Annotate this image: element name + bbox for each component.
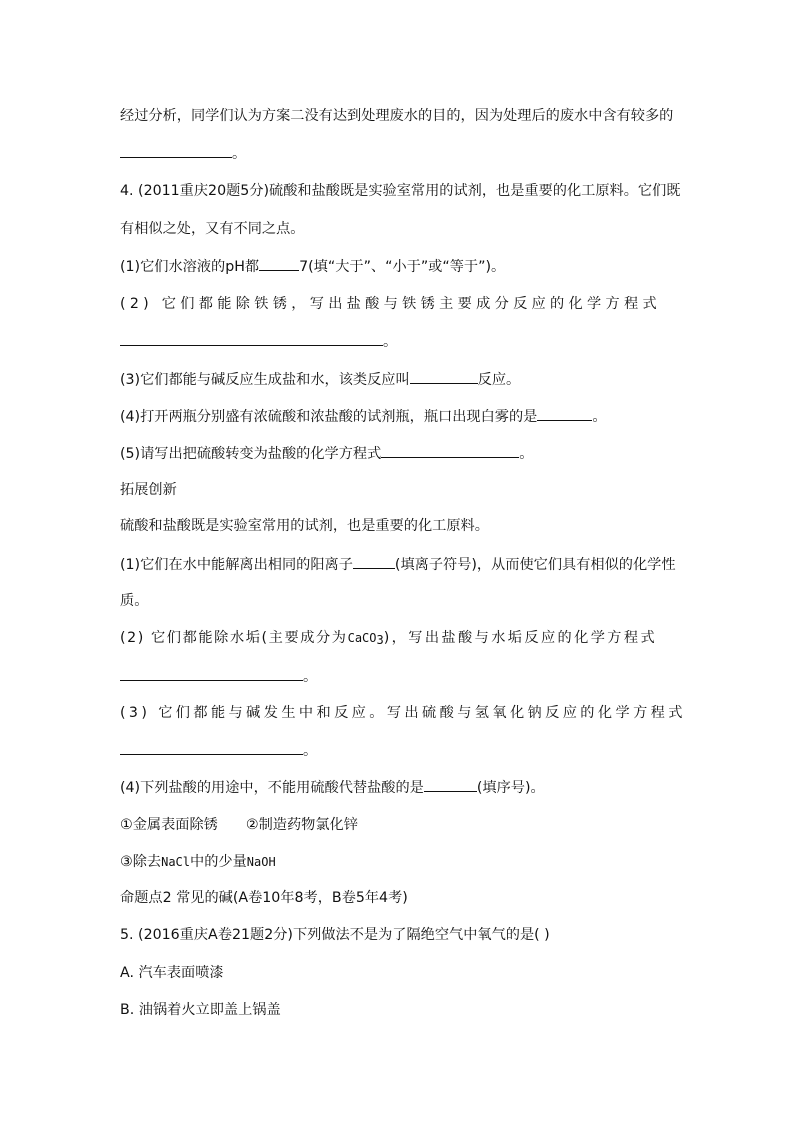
option-3: ③除去NaCl中的少量NaOH [120,854,276,870]
answer-blank[interactable] [120,331,383,346]
ext-options-row2 [120,852,674,872]
answer-blank[interactable] [353,554,395,569]
answer-blank[interactable] [120,143,232,158]
ext-sub1-cont: 质。 [120,593,149,609]
analysis-text: 经过分析，同学们认为方案二没有达到处理废水的目的，因为处理后的废水中含有较多的 [120,108,674,124]
q4-stem-line1: 4. (2011重庆20题5分)硫酸和盐酸既是实验室常用的试剂，也是重要的化工原料。它们既 [120,183,681,199]
ext-options-row1 [120,815,674,835]
analysis-answer-line: 。 [120,143,674,164]
answer-blank[interactable] [537,406,592,421]
q5-option-a: A. 汽车表面喷漆 [120,965,224,981]
ext-sub3-answer: 。 [120,740,674,761]
option-1: ①金属表面除锈 [120,817,218,833]
ext-sub3: (3) 它们都能与碱发生中和反应。写出硫酸与氢氧化钠反应的化学方程式 [120,705,686,721]
q4-stem-line2: 有相似之处，又有不同之点。 [120,221,305,237]
answer-blank[interactable] [259,256,299,271]
q4-sub1: (1)它们水溶液的pH都 7(填“大于”、“小于”或“等于”)。 [120,256,674,277]
ext-sub2-answer: 。 [120,666,674,687]
ext-sub2: (2) 它们都能除水垢(主要成分为CaCO$_3$)，写出盐酸与水垢反应的化学方程式 [120,630,658,647]
answer-blank[interactable] [120,740,303,755]
option-2: ②制造药物氯化锌 [245,817,358,833]
q4-sub3: (3)它们都能与碱反应生成盐和水，该类反应叫 反应。 [120,369,674,390]
q5-option-b: B. 油锅着火立即盖上锅盖 [120,1002,281,1018]
q4-sub2-answer: 。 [120,331,674,352]
q4-sub5: (5)请写出把硫酸转变为盐酸的化学方程式 。 [120,443,674,464]
answer-blank[interactable] [424,777,477,792]
ext-sub1: (1)它们在水中能解离出相同的阳离子 (填离子符号)，从而使它们具有相似的化学性 [120,554,674,575]
section-heading-extension: 拓展创新 [120,482,177,498]
analysis-paragraph [120,106,674,126]
answer-blank[interactable] [410,369,478,384]
answer-blank[interactable] [120,666,303,681]
extension-intro: 硫酸和盐酸既是实验室常用的试剂，也是重要的化工原料。 [120,518,489,534]
topic-heading-2: 命题点2 常见的碱(A卷10年8考，B卷5年4考) [120,890,408,906]
q5-stem: 5. (2016重庆A卷21题2分)下列做法不是为了隔绝空气中氧气的是( ) [120,927,550,943]
ext-sub4: (4)下列盐酸的用途中，不能用硫酸代替盐酸的是 (填序号)。 [120,777,674,798]
answer-blank[interactable] [381,443,519,458]
q4-sub2: (2) 它们都能除铁锈，写出盐酸与铁锈主要成分反应的化学方程式 [120,296,661,312]
q4-sub4: (4)打开两瓶分别盛有浓硫酸和浓盐酸的试剂瓶，瓶口出现白雾的是 。 [120,406,674,427]
